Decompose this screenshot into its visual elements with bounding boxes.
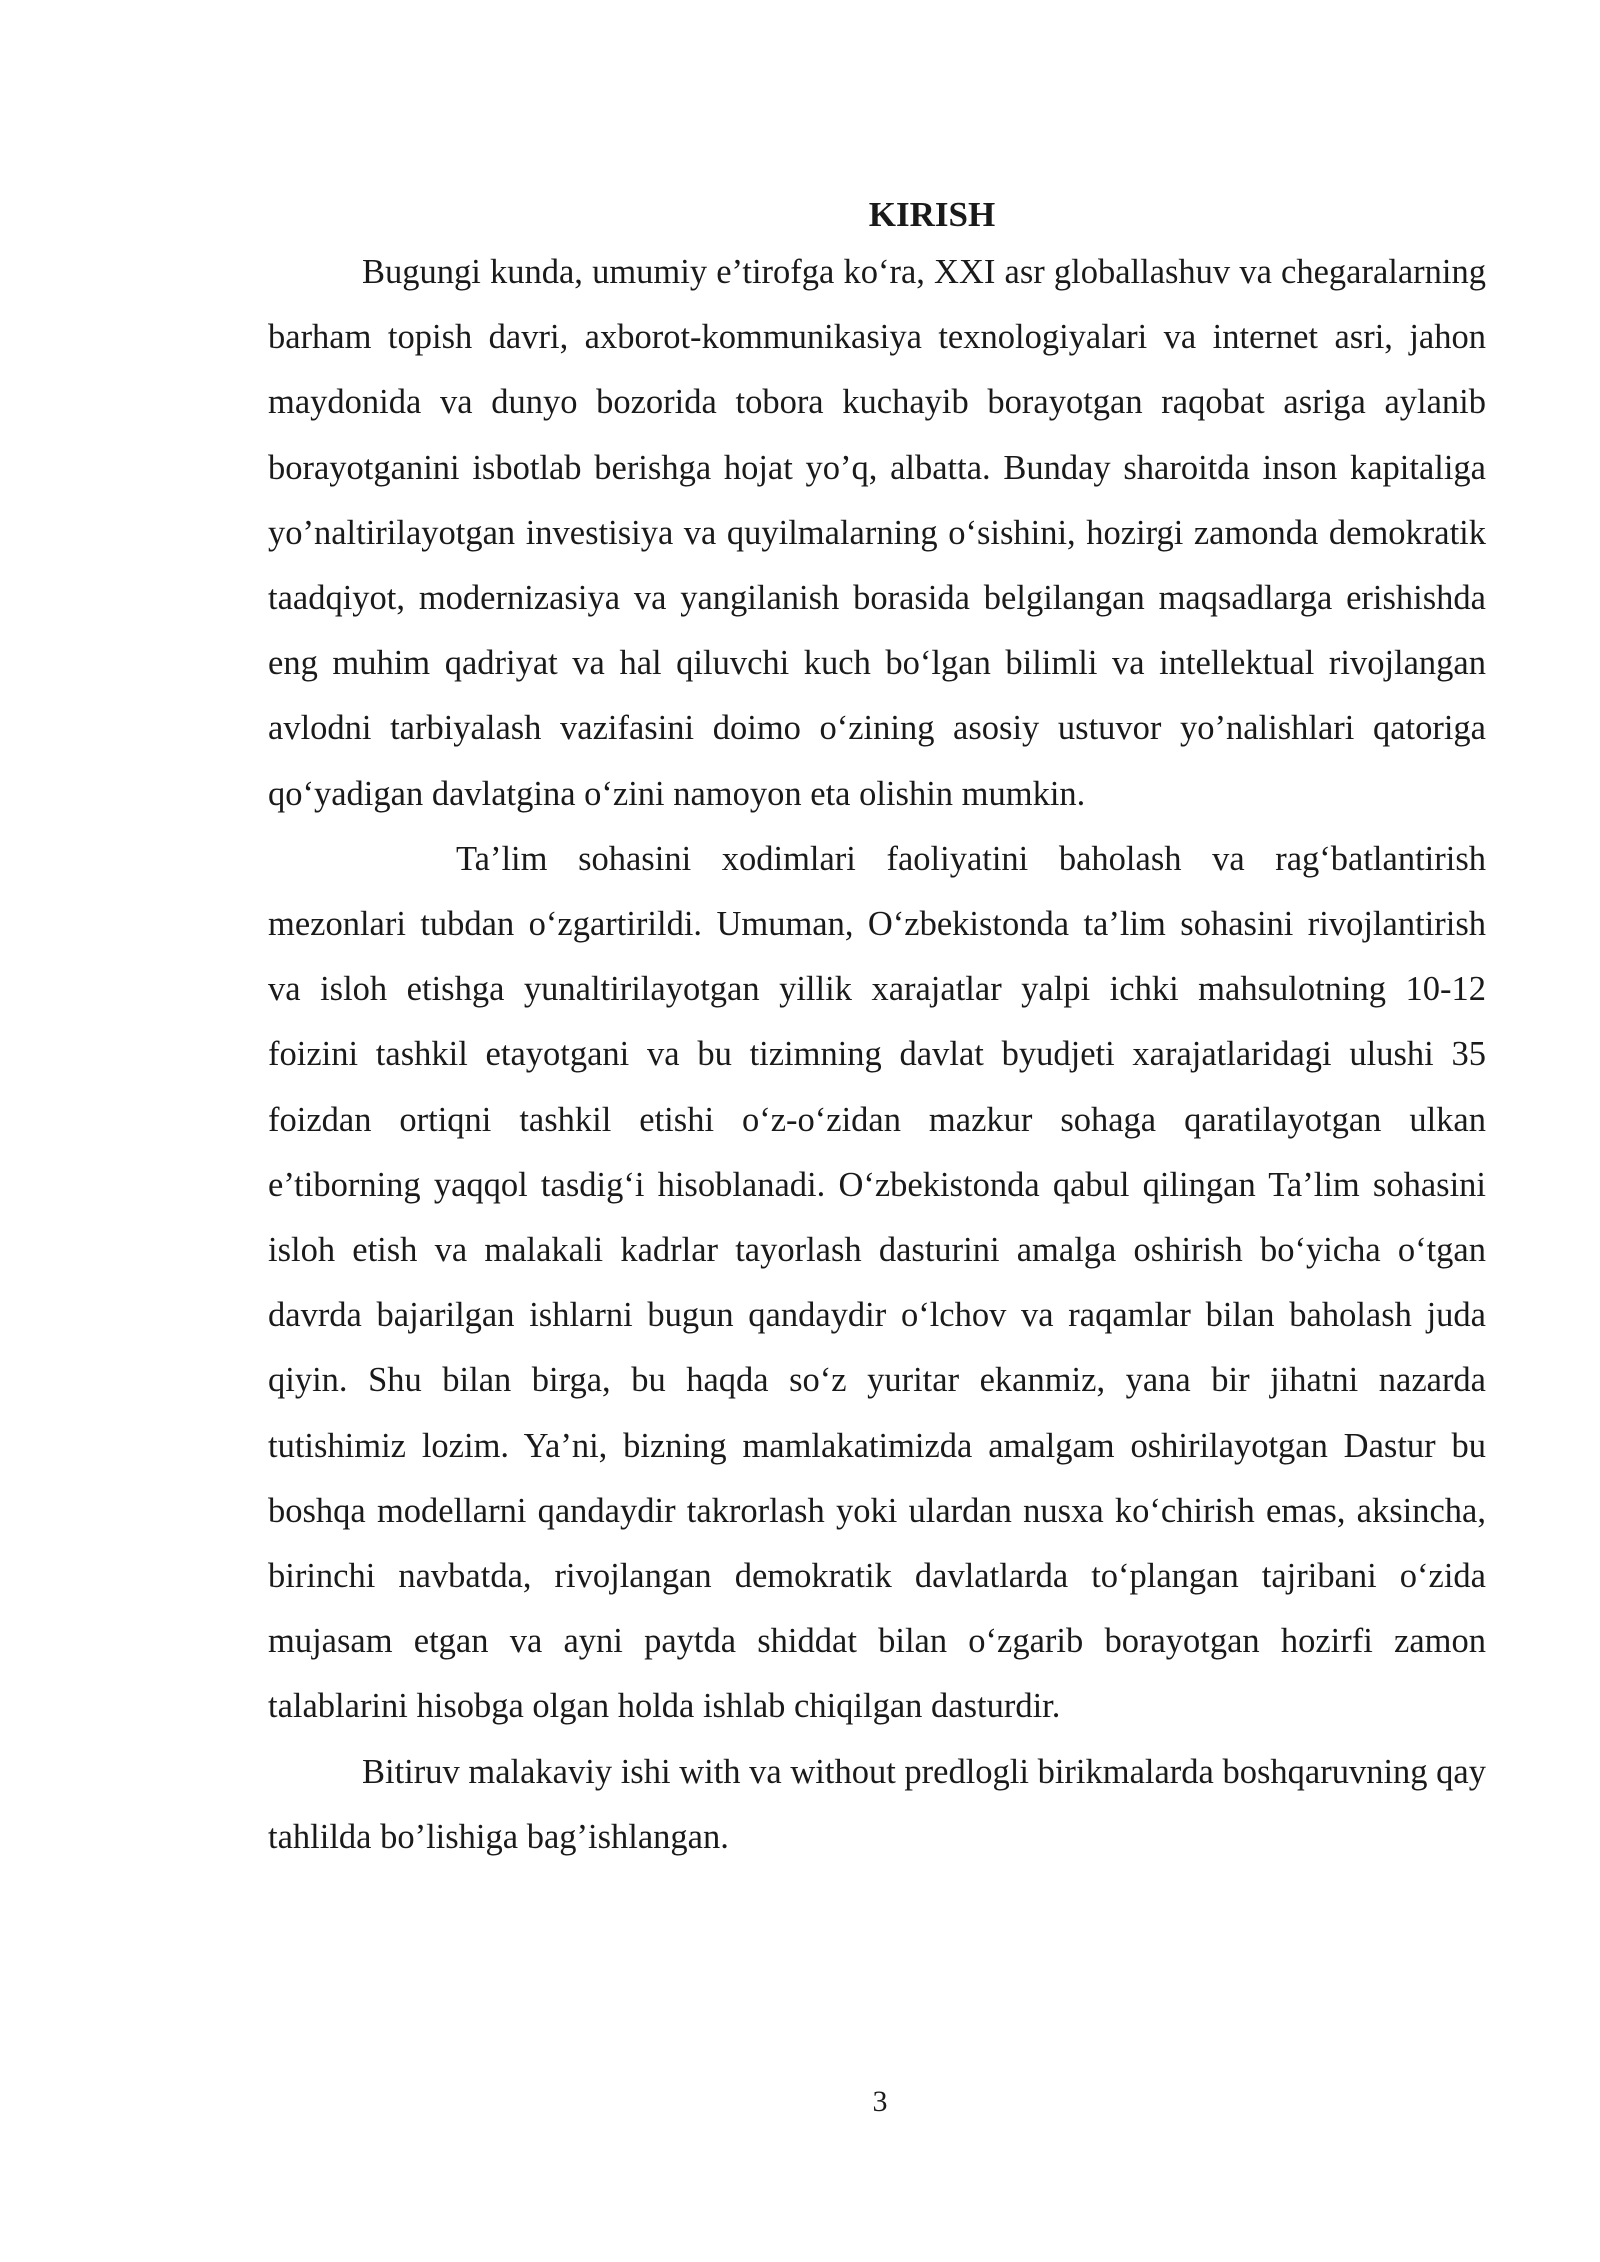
paragraph-3: Bitiruv malakaviy ishi with va without predlogli birikmalarda boshqaruvning qay tahlilda bo’lishiga bag’ishlangan. [268, 1752, 1486, 1856]
paragraph-2: Ta’lim sohasini xodimlari faoliyatini baholash va rag‘batlantirish mezonlari tubdan o‘zgartirildi. Umuman, O‘zbekistonda ta’lim sohasini rivojlantirish va isloh etishga yunaltirilayotgan yillik xarajatlar yalpi ichki mahsulotning 10-12 foizini tashkil etayotgani va bu tizimning davlat byudjeti xarajatlaridagi ulushi 35 foizdan ortiqni tashkil etishi o‘z-o‘zidan mazkur sohaga qaratilayotgan ulkan e’tiborning yaqqol tasdig‘i hisoblanadi. O‘zbekistonda qabul qilingan Ta’lim sohasini isloh etish va malakali kadrlar tayorlash dasturini amalga oshirish bo‘yicha o‘tgan davrda bajarilgan ishlarni bugun qandaydir o‘lchov va raqamlar bilan baholash juda qiyin. Shu bilan birga, bu haqda so‘z yuritar ekanmiz, yana bir jihatni nazarda tutishimiz lozim. Ya’ni, bizning mamlakatimizda amalgam oshirilayotgan Dastur bu boshqa modellarni qandaydir takrorlash yoki ulardan nusxa ko‘chirish emas, aksincha, birinchi navbatda, rivojlangan demokratik davlatlarda to‘plangan tajribani o‘zida mujasam etgan va ayni paytda shiddat bilan o‘zgarib borayotgan hozirfi zamon talablarini hisobga olgan holda ishlab chiqilgan dasturdir. [268, 839, 1486, 1726]
section-heading: KIRISH [868, 195, 996, 234]
paragraph-1: Bugungi kunda, umumiy e’tirofga ko‘ra, XXI asr globallashuv va chegaralarning barham topish davri, axborot-kommunikasiya texnologiyalari va internet asri, jahon maydonida va dunyo bozorida tobora kuchayib borayotgan raqobat asriga aylanib borayotganini isbotlab berishga hojat yo’q, albatta. Bunday sharoitda inson kapitaliga yo’naltirilayotgan investisiya va quyilmalarning o‘sishini, hozirgi zamonda demokratik taadqiyot, modernizasiya va yangilanish borasida belgilangan maqsadlarga erishishda eng muhim qadriyat va hal qiluvchi kuch bo‘lgan bilimli va intellektual rivojlangan avlodni tarbiyalash vazifasini doimo o‘zining asosiy ustuvor yo’nalishlari qatoriga qo‘yadigan davlatgina o‘zini namoyon eta olishin mumkin. [268, 253, 1486, 813]
page-number: 3 [872, 2085, 888, 2118]
page-content [268, 190, 1486, 1870]
